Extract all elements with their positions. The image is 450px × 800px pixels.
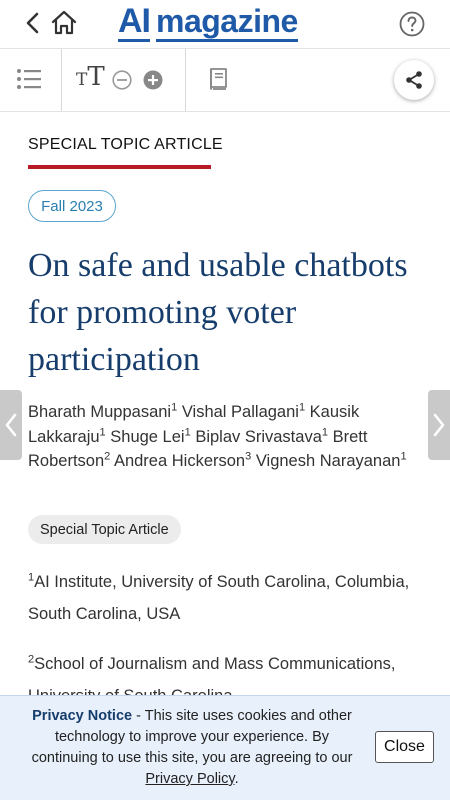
share-button[interactable] — [394, 60, 434, 100]
help-icon[interactable] — [399, 11, 425, 37]
text-size-large-glyph: T — [87, 62, 105, 92]
author-affil-sup: 3 — [245, 450, 252, 463]
reader-toolbar — [0, 48, 450, 112]
chevron-right-icon — [432, 412, 446, 438]
author-affil-sup: 1 — [184, 426, 191, 438]
list-icon[interactable] — [16, 68, 42, 90]
author-name[interactable]: Andrea Hickerson — [113, 452, 246, 470]
privacy-notice-text — [22, 706, 362, 790]
author-list — [28, 400, 423, 474]
affiliation-sup: 2 — [28, 653, 35, 666]
share-icon — [404, 70, 424, 90]
ai-magazine-logo[interactable] — [118, 2, 298, 42]
previous-article-button[interactable] — [0, 390, 22, 460]
chevron-left-icon — [4, 412, 18, 438]
minus-circle-icon[interactable] — [112, 70, 132, 90]
author-affil-sup: 1 — [99, 426, 106, 438]
author-affil-sup: 1 — [400, 450, 407, 463]
privacy-notice-banner — [0, 695, 450, 800]
next-article-button[interactable] — [428, 390, 450, 460]
toolbar-divider — [185, 49, 186, 111]
section-label: SPECIAL TOPIC ARTICLE — [28, 136, 223, 153]
article-title: On safe and usable chatbots for promoting voter participation — [28, 247, 408, 378]
section-rule — [28, 165, 211, 169]
issue-badge[interactable]: Fall 2023 — [28, 190, 116, 222]
author-name[interactable]: Vishal Pallagani — [181, 403, 299, 421]
author-name[interactable]: Biplav Srivastava — [195, 427, 322, 446]
author-name[interactable]: Kausik Lakkaraju — [28, 403, 360, 446]
logo-magazine-text: magazine — [156, 3, 298, 42]
author-affil-sup: 1 — [298, 401, 306, 414]
close-privacy-button[interactable]: Close — [375, 731, 434, 763]
affiliation-sup: 1 — [28, 571, 35, 584]
privacy-notice-title: Privacy Notice — [32, 708, 133, 724]
home-icon[interactable] — [50, 9, 78, 37]
author-affil-sup: 2 — [104, 450, 111, 463]
article-type-pill: Special Topic Article — [28, 515, 181, 544]
author-affil-sup: 1 — [171, 401, 178, 414]
logo-ai-text: AI — [118, 2, 150, 40]
text-size-small-glyph: T — [76, 70, 88, 90]
back-chevron-icon[interactable] — [22, 10, 44, 36]
affiliation-1 — [28, 566, 428, 630]
toolbar-divider — [61, 49, 62, 111]
book-icon[interactable] — [207, 67, 229, 91]
affiliation-text: School of Journalism and Mass Communications, — [34, 655, 396, 673]
text-size-icon — [76, 62, 105, 92]
author-name[interactable]: Brett Robertson — [28, 427, 368, 470]
affiliation-text: AI Institute, University of South Carolina, Columbia, South Carolina, USA — [28, 573, 410, 623]
privacy-notice-end: . — [234, 771, 239, 787]
privacy-policy-link[interactable]: Privacy Policy — [145, 771, 235, 787]
plus-circle-icon[interactable] — [143, 70, 163, 90]
author-affil-sup: 1 — [321, 426, 328, 438]
author-name[interactable]: Shuge Lei — [110, 427, 185, 446]
author-name[interactable]: Vignesh Narayanan — [255, 452, 401, 470]
privacy-notice-message: - This site uses cookies and other technology to improve your experience. By continuing to use this site, you are agreeing to our — [31, 708, 353, 766]
top-bar — [0, 0, 450, 48]
author-name[interactable]: Bharath Muppasani — [28, 403, 172, 421]
